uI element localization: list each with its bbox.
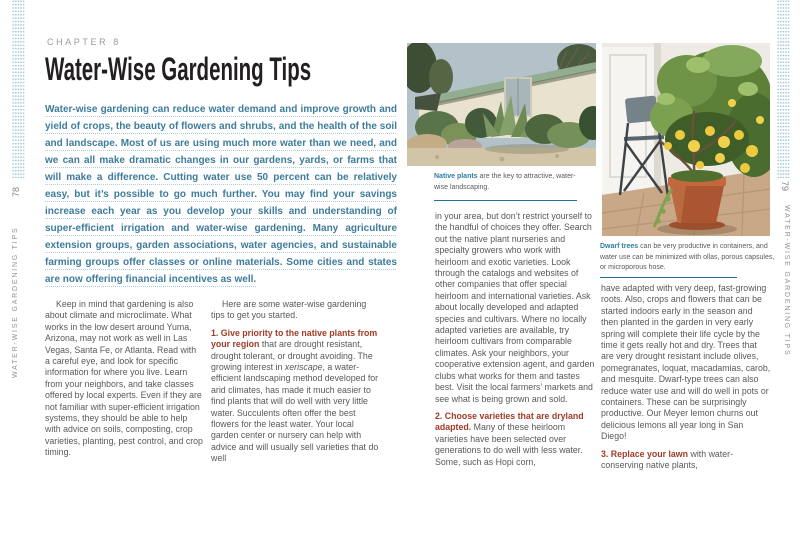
chair-seat (624, 137, 664, 139)
left-chapter-tab: WATER-WISE GARDENING TIPS (12, 226, 19, 378)
italic-term: xeriscape (284, 362, 323, 373)
tip-1-lead: 1. Give priority to the native plants from your region (211, 327, 378, 350)
tip-2-paragraph: 2. Choose varieties that are dryland adapted. Many of these heirloom varieties have been selected over generations to do well with less water. Some, such as Hopi corn, (435, 410, 584, 467)
body-paragraph: Keep in mind that gardening is also about climate and microclimate. What works in the low desert around Yuma, Arizona, may not work as well in Las Vegas, Santa Fe, or Atlanta. Read with a careful eye, and look for specific information for where you live. Learn from your neighbors, and take classes offered by local experts. Even if they are not familiar with super-efficient irrigation systems, they should be able to help with advice on soils, composting, crop varieties, planting, pest control, and crop timing. (45, 299, 203, 458)
chapter-label: CHAPTER 8 (47, 37, 121, 47)
right-chapter-tab: WATER-WISE GARDENING TIPS (783, 205, 790, 357)
right-page-number: 79 (780, 181, 790, 192)
photo1-caption-lead: Native plants (434, 173, 478, 180)
pot-soil-greens (671, 170, 723, 182)
intro-paragraph: Water-wise gardening can reduce water demand and improve growth and yield of crops, the beauty of flowers and shrubs, and the health of the soil and landscape. Most of us are using much more water than we need, and we can all make dramatic changes in our gardens, yards, or farms that will make a difference. Cutting water use 50 percent can be relatively easy, but it’s possible to go much further. You may find your savings increase each year as you develop your skills and understanding of super-efficient irrigation and water-wise gardening. Many agriculture extension groups, garden associations, water agencies, and sustainable farming groups offer classes or online materials. Some cities and states are now offering financial incentives as well. (45, 104, 397, 285)
ground-shadow (485, 144, 569, 154)
page-title: Water-Wise Gardening Tips (45, 51, 312, 87)
tip-3-paragraph: 3. Replace your lawn with water-conserving native plants, (601, 448, 734, 471)
left-dotted-strip-decoration (12, 0, 25, 178)
caption-divider-rule (600, 277, 737, 278)
photo2-caption: Dwarf trees can be very productive in containers, and water use can be minimized with ollas, porous capsules, or microporous hose. (600, 243, 775, 271)
left-page-column-1 (45, 299, 203, 465)
photo1-caption: Native plants are the key to attractive, water-wise landscaping. (434, 173, 576, 191)
body-paragraph: have adapted with very deep, fast-growing roots. Also, crops and flowers that can be started indoors early in the season and then planted in the garden in very early spring will complete their life cycle by the time it gets really hot and dry. Trees that are very drought resistant include olives, pomegranates, loquat, macadamias, carob, and mesquite. Dwarf-type trees can also reduce water use and will do well in pots or containers. These can be surprisingly productive. Our Meyer lemon churns out delicious lemons all year long in San Diego! (601, 283, 771, 442)
body-paragraph: in your area, but don’t restrict yourself to the handful of choices they offer. Search out the native plant nurseries and specialty growers who work with heirloom and exotic varieties. Look through the catalogs and websites of other companies that offer special heirloom and international varieties. Ask about locally developed and adapted species and cultivars. Where no locally adapted varieties are available, try heirloom cultivars from comparable climates. Ask your neighbors, your cooperative extension agent, and garden clubs what works for them and tastes best. Visit the local farmers’ markets and see what is being grown and sold. (435, 211, 595, 404)
body-paragraph: Here are some water-wise gardening tips to get you started. (211, 299, 367, 321)
caption-divider-rule (434, 200, 577, 201)
left-page-number: 78 (11, 186, 21, 197)
left-page-column-2 (211, 299, 381, 471)
tip-2-lead: 2. Choose varieties that are dryland adapted. (435, 410, 584, 433)
right-page-column-2 (601, 283, 771, 478)
photo2-caption-lead: Dwarf trees (600, 243, 639, 250)
tip-3-lead: 3. Replace your lawn (601, 448, 689, 459)
dwarf-lemon-tree-photo (602, 43, 770, 236)
right-dotted-strip-decoration (777, 0, 790, 178)
tip-1-paragraph: 1. Give priority to the native plants from your region that are drought resistant, drought tolerant, or drought avoiding. The growing interest in xeriscape, a water-efficient landscaping method developed for arid climates, has made it much easier to find plants that will do well with very little water. Succulents often offer the best flowers for the least water. Your local garden center or nursery can help with advice and will usually sell varieties that do well (211, 327, 379, 464)
native-landscape-photo (407, 43, 596, 166)
right-page-column-1 (435, 211, 596, 474)
